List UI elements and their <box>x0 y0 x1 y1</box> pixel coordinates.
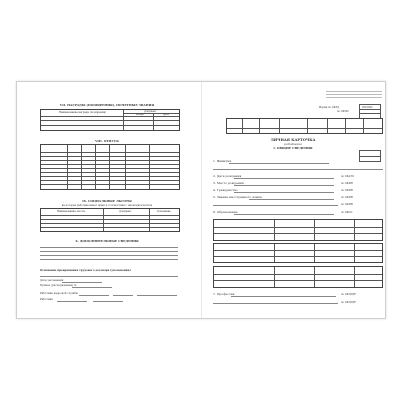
benefits-subtitle: на которые работник имеет право в соответствии с законодательством <box>61 204 153 207</box>
okud-label: Форма по ОКУД <box>319 106 340 109</box>
awards-col-doc: Документ <box>144 110 157 113</box>
dismissal-date-label: Дата увольнения <box>40 279 64 282</box>
personal-card-spread <box>16 81 386 319</box>
education-table-3 <box>213 266 383 288</box>
awards-table <box>40 109 180 131</box>
code-box <box>359 104 381 119</box>
code-okin-4: по ОКИН <box>341 203 353 206</box>
okud-code: 0301002 <box>362 106 373 109</box>
field-language: 5. Знание иностранного языка <box>213 195 262 199</box>
code-okin-2: по ОКИН <box>341 189 353 192</box>
section-general: I. ОБЩИЕ СВЕДЕНИЯ <box>273 146 313 150</box>
awards-col-date: дата <box>163 113 169 116</box>
field-birthplace: 3. Место рождения <box>213 181 244 185</box>
hr-worker-label: Работник кадровой службы <box>40 292 78 295</box>
code-okso: по ОКСО <box>341 211 353 214</box>
benefits-col-basis: Основание <box>157 210 171 213</box>
field-citizenship: 4. Гражданство <box>213 188 238 192</box>
field-surname: 1. Фамилия <box>213 159 232 163</box>
code-okato: по ОКАТО <box>341 175 354 178</box>
awards-title: VII. НАГРАДЫ (ПООЩРЕНИЯ), ПОЧЕТНЫЕ ЗВАНИЯ <box>59 103 155 107</box>
benefits-col-name: Наименование льготы <box>57 210 86 213</box>
code-okin-3: по ОКИН <box>341 196 353 199</box>
code-okpdtr: по ОКПДТР <box>341 293 356 296</box>
field-birthdate: 2. Дата рождения <box>213 174 242 178</box>
card-header-table <box>226 118 383 134</box>
benefits-col-doc: Документ <box>119 210 132 213</box>
field-education: 6. Образование <box>213 210 238 214</box>
dismissal-label: Основание прекращения трудового договора (увольнения) <box>40 269 131 272</box>
education-table-1 <box>213 219 383 241</box>
extra-title: X. ДОПОЛНИТЕЛЬНЫЕ СВЕДЕНИЯ <box>75 239 139 243</box>
form-title: ЛИЧНАЯ КАРТОЧКА <box>270 138 316 142</box>
form-subtitle: работника <box>284 142 302 146</box>
vacation-title: VIII. ОТПУСК <box>95 139 119 143</box>
awards-col-num: номер <box>136 113 144 116</box>
worker-label: Работник <box>40 298 53 301</box>
education-table-2 <box>213 243 383 263</box>
okpo-label: по ОКПО <box>337 110 349 113</box>
left-page <box>17 82 201 318</box>
code-okpdtr-2: по ОКПДТР <box>341 301 356 304</box>
small-code-box <box>359 150 381 162</box>
code-okin-1: по ОКИН <box>341 182 353 185</box>
field-profession: 7. Профессия <box>213 292 235 296</box>
right-page <box>201 82 385 318</box>
page-fold <box>201 82 202 318</box>
benefits-table <box>40 208 180 232</box>
benefits-title: IX. СОЦИАЛЬНЫЕ ЛЬГОТЫ <box>82 199 132 203</box>
vacation-table <box>40 144 180 190</box>
order-label: Приказ (распоряжение) № <box>40 284 77 287</box>
awards-col-name: Наименование награды (поощрения) <box>59 111 107 114</box>
